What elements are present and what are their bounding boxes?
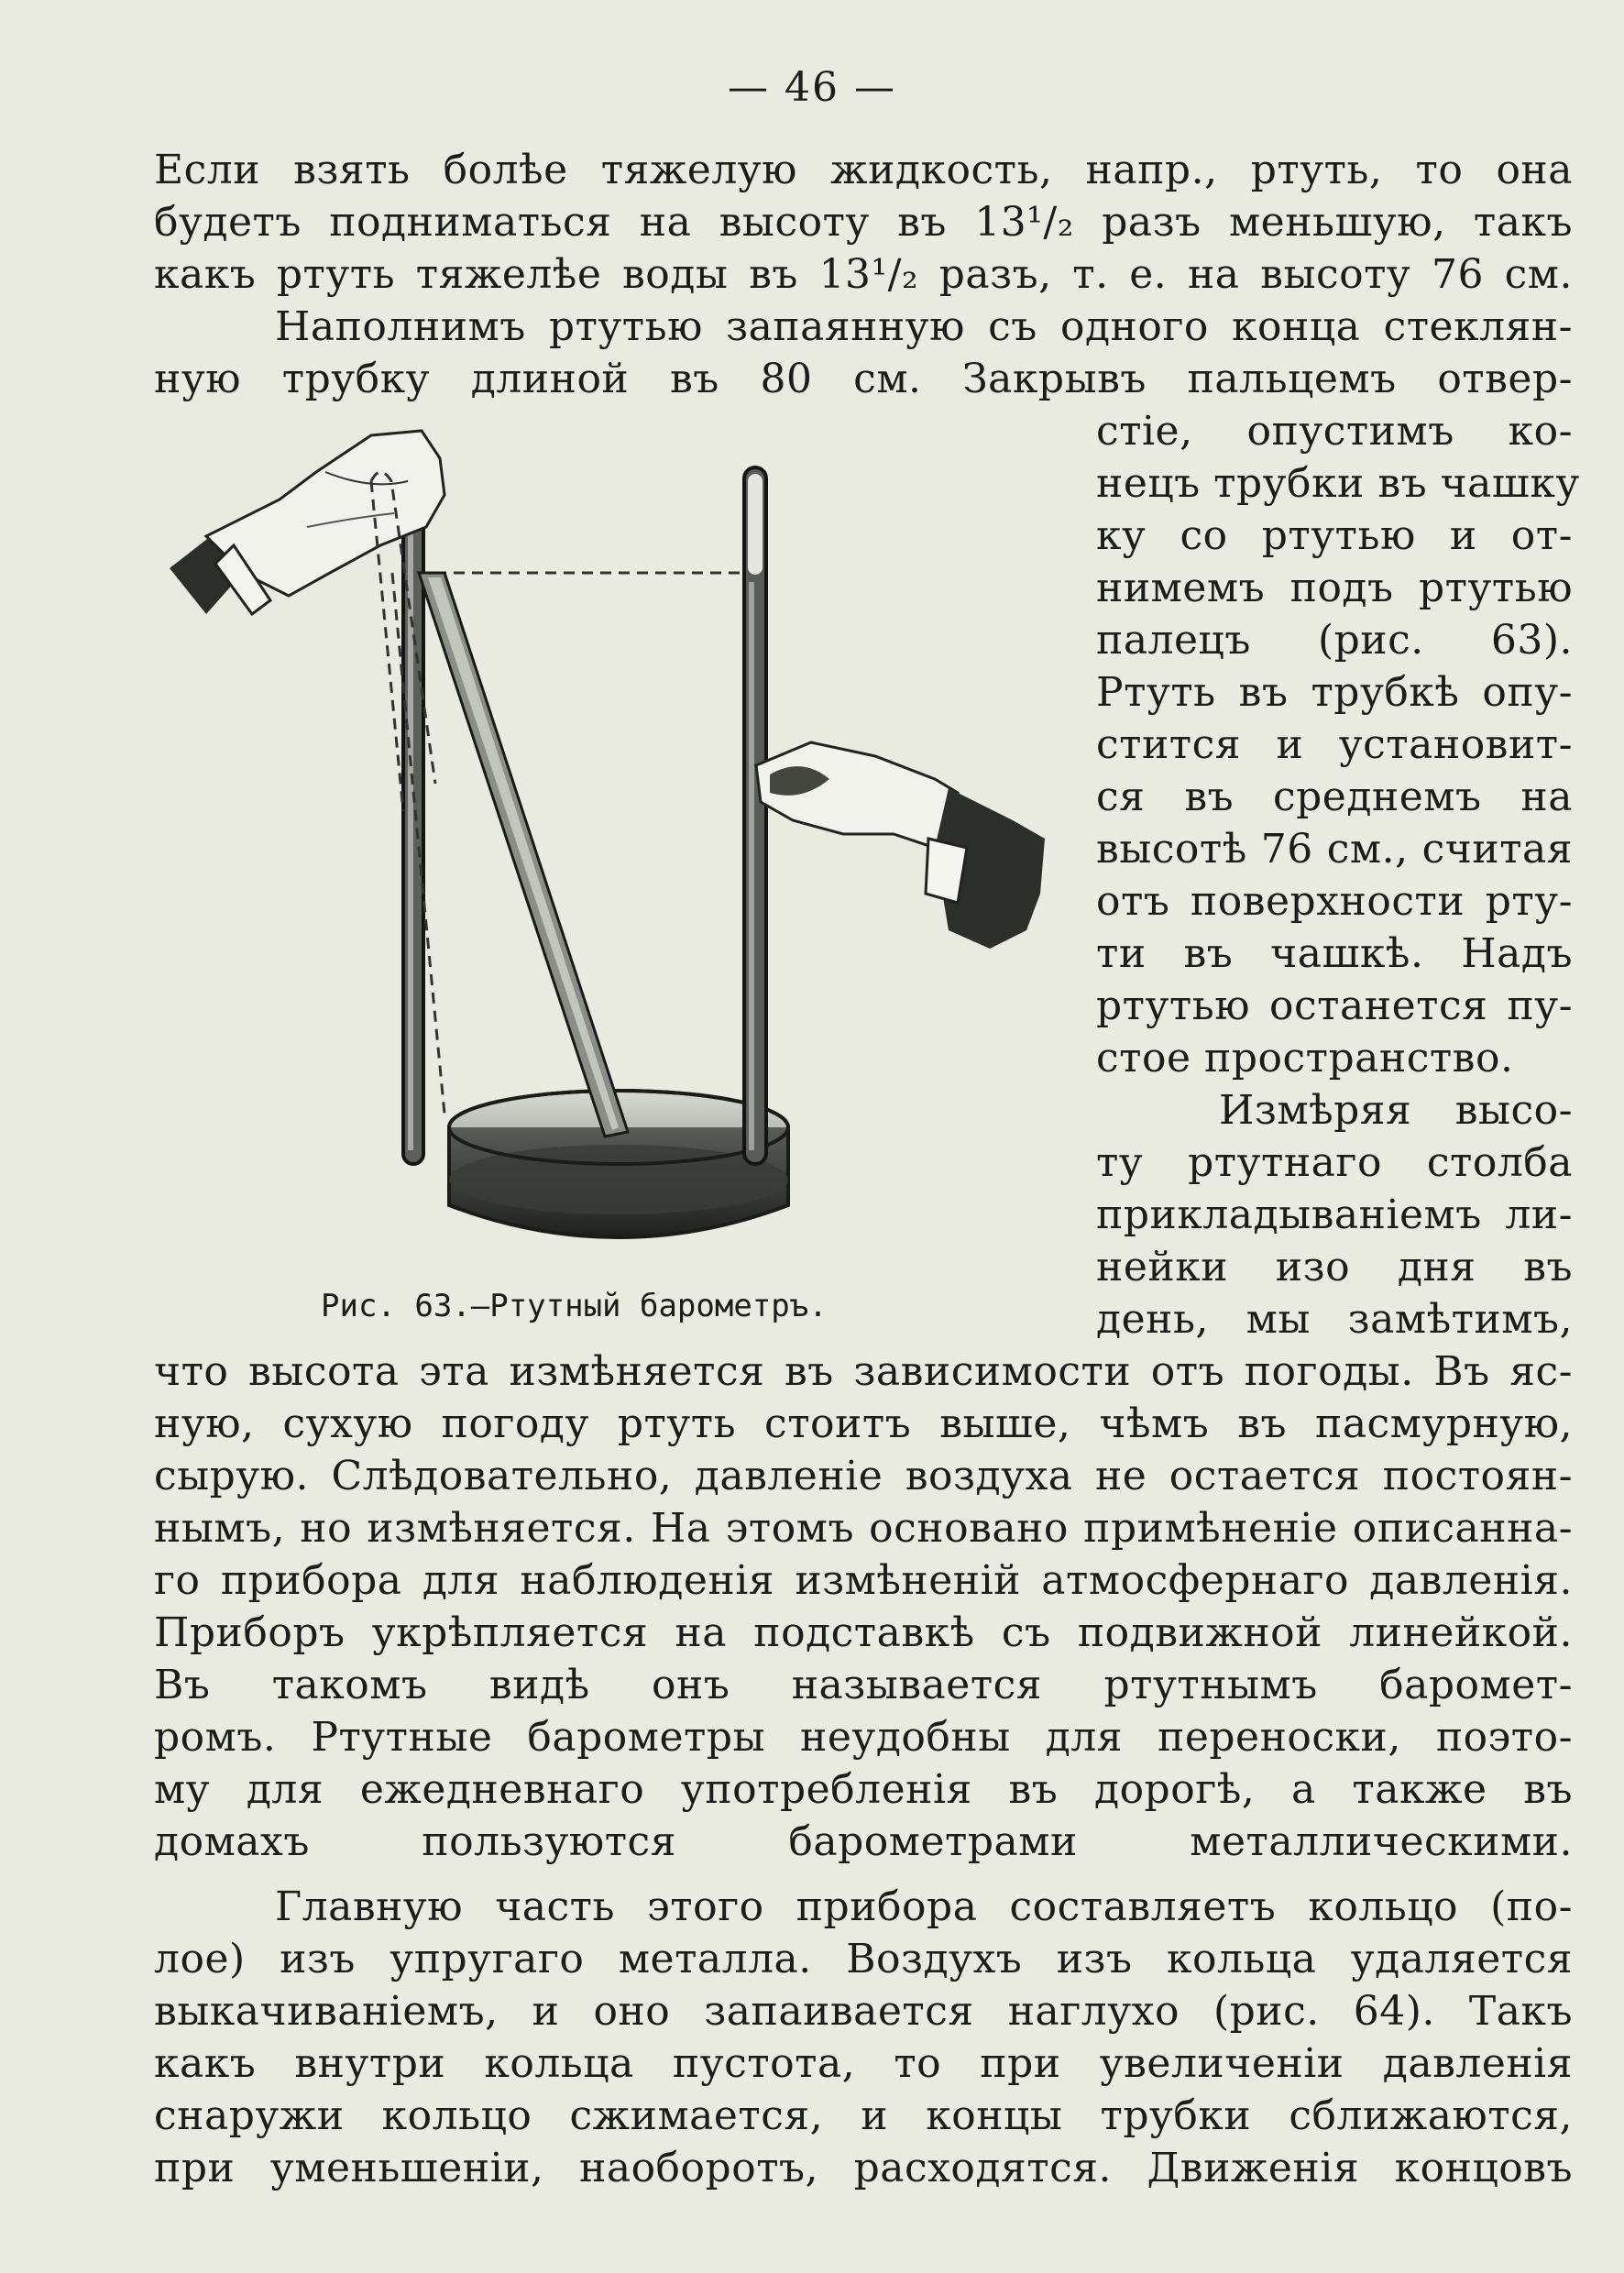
text-line: сырую. Слѣдовательно, давленіе воздуха не остается постоян-: [154, 1453, 1573, 1499]
text-line-wrap: ти въ чашкѣ. Надъ: [1096, 930, 1573, 977]
vertical-tube-icon: [744, 467, 766, 1164]
text-line-wrap: ку со ртутью и от-: [1096, 512, 1573, 559]
text-line-indent: Главную часть этого прибора составляетъ кольцо (по-: [275, 1883, 1573, 1930]
barometer-figure: [170, 417, 1068, 1269]
figure-caption: Рис. 63.—Ртутный барометръ.: [321, 1288, 828, 1324]
text-line-wrap: нецъ трубки въ чашку: [1096, 460, 1580, 507]
text-line-wrap: стится и установит-: [1096, 721, 1573, 768]
text-line-wrap: высотѣ 76 см., считая: [1096, 826, 1573, 873]
text-line: го прибора для наблюденія измѣненій атмосфернаго давленія.: [154, 1557, 1573, 1604]
right-hand-icon: [756, 742, 1045, 949]
text-line: будетъ подниматься на высоту въ 13¹/₂ разъ меньшую, такъ: [154, 199, 1573, 246]
text-line: выкачиваніемъ, и оно запаивается наглухо (рис. 64). Такъ: [154, 1988, 1573, 2035]
text-line: ную трубку длиной въ 80 см. Закрывъ пальцемъ отвер-: [154, 356, 1573, 402]
tube-held-icon: [403, 454, 423, 1164]
text-line-wrap: ся въ среднемъ на: [1096, 774, 1573, 820]
text-line-indent: Наполнимъ ртутью запаянную съ одного конца стеклян-: [275, 303, 1573, 350]
text-line: снаружи кольцо сжимается, и концы трубки сближаются,: [154, 2092, 1573, 2139]
text-line: Приборъ укрѣпляется на подставкѣ съ подвижной линейкой.: [154, 1609, 1573, 1656]
text-line: Въ такомъ видѣ онъ называется ртутнымъ баромет-: [154, 1662, 1573, 1708]
text-line: что высота эта измѣняется въ зависимости отъ погоды. Въ яс-: [154, 1348, 1573, 1395]
text-line: ную, сухую погоду ртуть стоитъ выше, чѣмъ въ пасмурную,: [154, 1400, 1573, 1447]
text-line-wrap: прикладываніемъ ли-: [1096, 1191, 1573, 1238]
text-line: лое) изъ упругаго металла. Воздухъ изъ кольца удаляется: [154, 1936, 1573, 1982]
text-line: при уменьшеніи, наоборотъ, расходятся. Движенія концовъ: [154, 2145, 1573, 2191]
text-line-wrap: нейки изо дня въ: [1096, 1244, 1573, 1290]
text-line: нымъ, но измѣняется. На этомъ основано примѣненіе описанна-: [154, 1505, 1573, 1552]
text-line-wrap: Ртуть въ трубкѣ опу-: [1096, 669, 1573, 716]
text-line-wrap: стое пространство.: [1096, 1035, 1514, 1082]
text-line-wrap-indent: Измѣряя высо-: [1219, 1087, 1573, 1134]
text-line: какъ ртуть тяжелѣе воды въ 13¹/₂ разъ, т. е. на высоту 76 см.: [154, 251, 1573, 298]
text-line: му для ежедневнаго употребленія въ дорогѣ, а также въ: [154, 1766, 1573, 1813]
text-line-wrap: палецъ (рис. 63).: [1096, 617, 1573, 664]
text-line-wrap: ртутью останется пу-: [1096, 983, 1573, 1029]
text-line: Если взять болѣе тяжелую жидкость, напр., ртуть, то она: [154, 147, 1573, 193]
page-number: — 46 —: [728, 64, 896, 111]
text-line-wrap: ту ртутнаго столба: [1096, 1139, 1573, 1186]
text-line: какъ внутри кольца пустота, то при увеличеніи давленія: [154, 2040, 1573, 2087]
text-line-wrap: отъ поверхности рту-: [1096, 878, 1573, 925]
slanted-tube-icon: [419, 573, 628, 1136]
text-line-wrap: стіе, опустимъ ко-: [1096, 408, 1573, 455]
text-line-wrap: день, мы замѣтимъ,: [1096, 1296, 1573, 1343]
text-line-wrap: нимемъ подъ ртутью: [1096, 565, 1573, 611]
text-line: домахъ пользуются барометрами металлическими.: [154, 1818, 1573, 1865]
text-line: ромъ. Ртутные барометры неудобны для переноски, поэто-: [154, 1714, 1573, 1761]
